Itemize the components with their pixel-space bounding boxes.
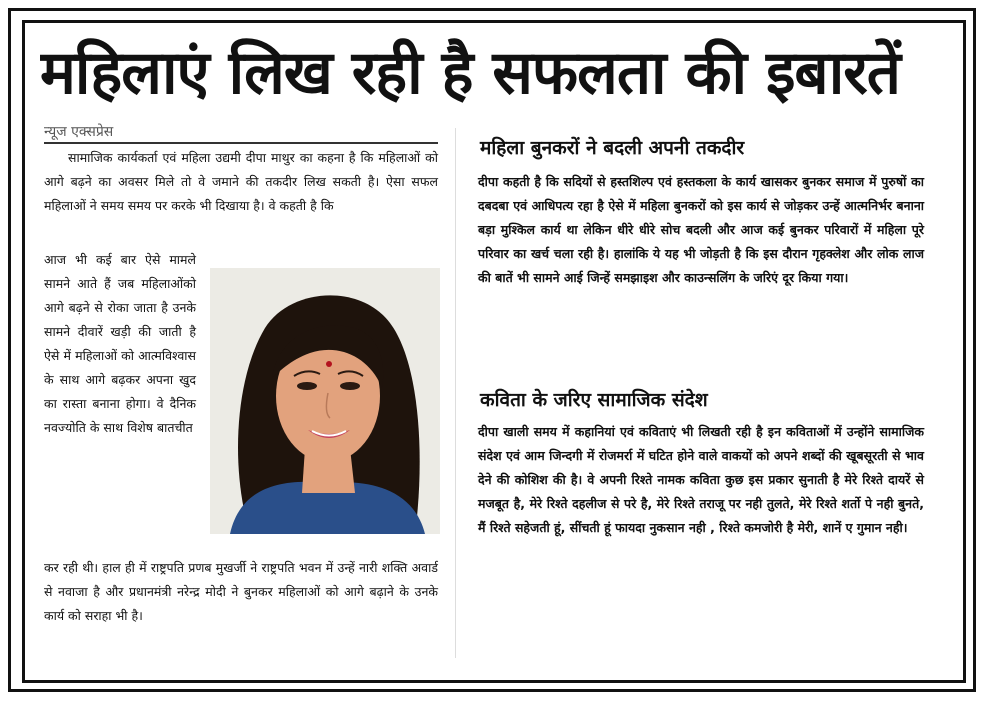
subheading-weavers: महिला बुनकरों ने बदली अपनी तकदीर — [480, 137, 745, 159]
portrait-photo — [210, 268, 440, 534]
byline: न्यूज एक्सप्रेस — [44, 124, 114, 140]
subheading-poetry: कविता के जरिए सामाजिक संदेश — [480, 389, 708, 411]
narrow-column-text: आज भी कई बार ऐसे मामले सामने आते हैं जब महिलाओंको आगे बढ़ने से रोका जाता है उनके सामने दीवारें खड़ी की जाती है ऐसे में महिलाओं को आत्मविश्वास के साथ आगे बढ़कर अपना खुद का रास्ता बनाना होगा। वे दैनिक नवज्योति के साथ विशेष बातचीत — [44, 252, 196, 435]
column-divider — [455, 128, 456, 658]
lead-paragraph: सामाजिक कार्यकर्ता एवं महिला उद्यमी दीपा माथुर का कहना है कि महिलाओं को आगे बढ़ने का अवसर मिले तो वे जमाने की तकदीर लिख सकती है। ऐसा सफल महिलाओं ने समय समय पर करके भी दिखाया है। वे कहती है कि — [44, 150, 438, 213]
byline-rule — [44, 142, 438, 144]
weavers-paragraph: दीपा कहती है कि सदियों से हस्तशिल्प एवं हस्तकला के कार्य खासकर बुनकर समाज में पुरुषों का दबदबा एवं आधिपत्य रहा है ऐसे में महिला बुनकरों को इस कार्य से जोड़कर उन्हें आत्मनिर्भर बनाना बड़ा मुश्किल कार्य था लेकिन धीरे धीरे सोच बदली और आज कई बुनकर परिवारों में महिला पूरे परिवार का खर्च चला रही है। हालांकि ये यह भी जोड़ती है कि इस दौरान गृहक्लेश और लोक लाज की बातें भी सामने आई जिन्हें समझाइश और काउन्सलिंग के जरिएं दूर किया गया। — [478, 174, 924, 285]
article-headline: महिलाएं लिख रही है सफलता की इबारतें — [40, 38, 900, 108]
portrait-illustration — [210, 268, 440, 534]
poetry-paragraph: दीपा खाली समय में कहानियां एवं कविताएं भी लिखती रही है इन कविताओं में उन्होंने सामाजिक संदेश एवं आम जिन्दगी में रोजमर्रा में घटित होने वाले वाकयों को अपने शब्दों की खूबसूरती से भाव देने की कोशिश की है। वे अपनी रिश्ते नामक कविता कुछ इस प्रकार सुनाती है मेरे रिश्ते दायरें से मजबूत है, मेरे रिश्ते दहलीज से परे है, मेरे रिश्ते तराजू पर नही तुलते, मेरे रिश्ते शर्तो पे नही बुनते, मैं रिश्ते सहेजती हूं, सींचती हूं फायदा नुकसान नही , रिश्ते कमजोरी है मेरी, शानें ए गुमान नही। — [478, 424, 924, 535]
bottom-paragraph: कर रही थी। हाल ही में राष्ट्रपति प्रणब मुखर्जी ने राष्ट्रपति भवन में उन्हें नारी शक्ति अवार्ड से नवाजा है और प्रधानमंत्री नरेन्द्र मोदी ने बुनकर महिलाओं को आगे बढ़ाने के उनके कार्य को सराहा भी है। — [44, 560, 438, 623]
